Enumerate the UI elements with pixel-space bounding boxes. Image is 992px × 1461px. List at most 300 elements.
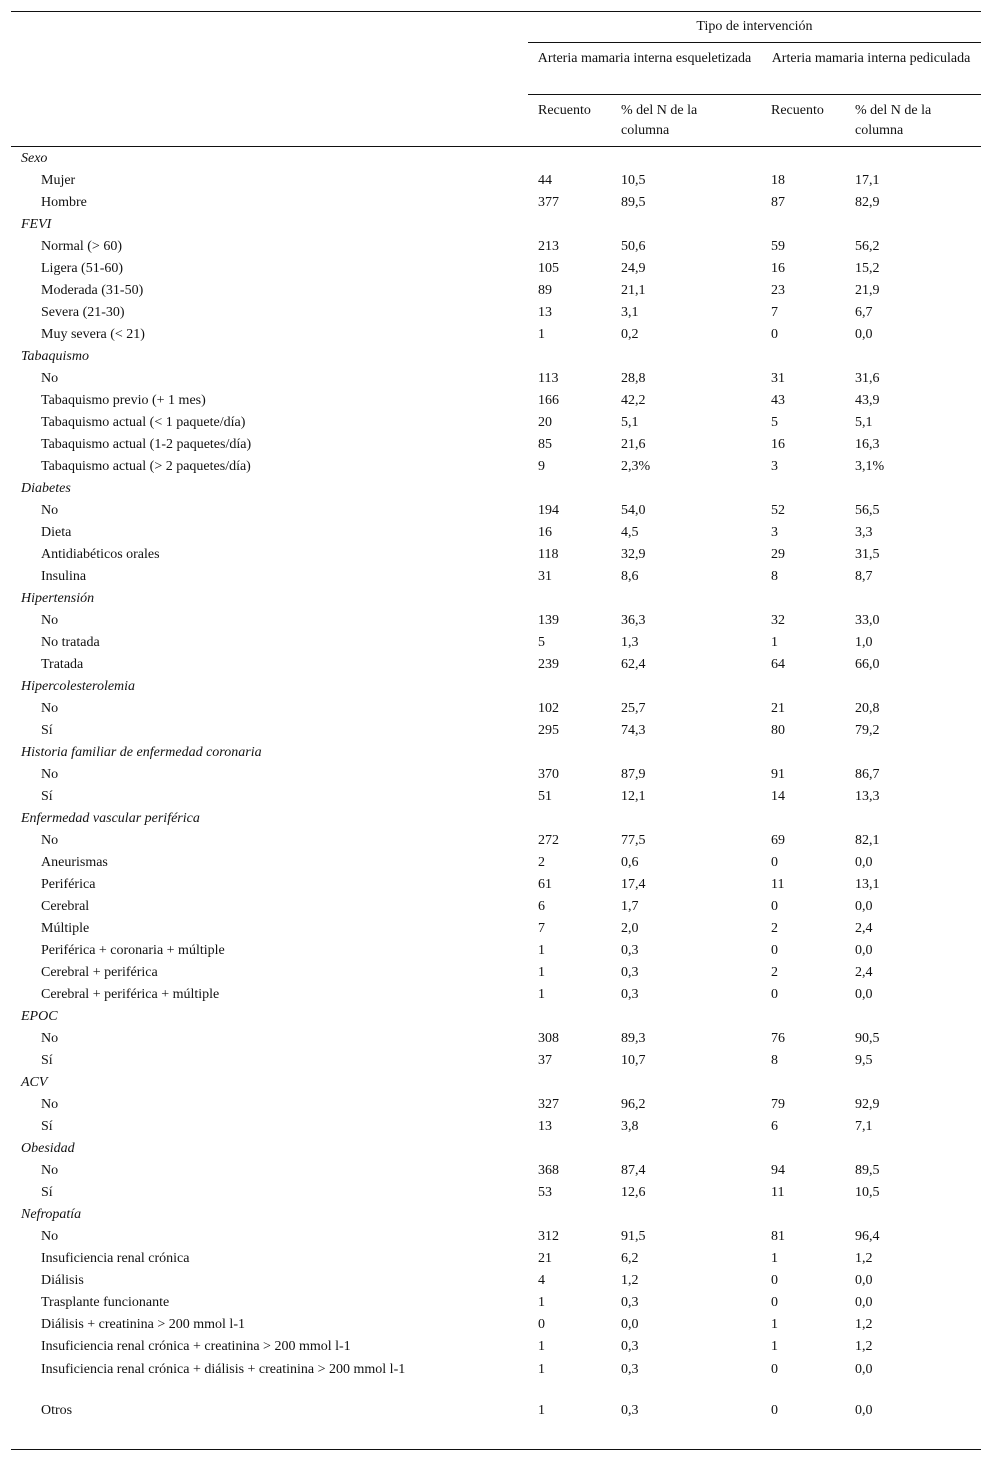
- recuento-b-cell: 3: [771, 459, 778, 474]
- row-label: Insuficiencia renal crónica: [41, 1251, 190, 1266]
- recuento-b-cell: 31: [771, 371, 785, 386]
- recuento-a-cell: 1: [538, 1339, 545, 1354]
- recuento-a-cell: 13: [538, 305, 552, 320]
- recuento-a-cell: 139: [538, 613, 559, 628]
- row-label: No: [41, 1229, 59, 1244]
- table-row: [0, 456, 992, 478]
- recuento-a-cell: 1: [538, 965, 545, 980]
- recuento-a-cell: 13: [538, 1119, 552, 1134]
- pct-a-cell: 10,5: [621, 173, 646, 188]
- recuento-a-cell: 20: [538, 415, 552, 430]
- recuento-b-cell: 1: [771, 635, 778, 650]
- recuento-b-cell: 8: [771, 1053, 778, 1068]
- recuento-b-cell: 0: [771, 987, 778, 1002]
- pct-a-cell: 21,6: [621, 437, 646, 452]
- pct-b-cell: 10,5: [855, 1185, 880, 1200]
- recuento-a-cell: 53: [538, 1185, 552, 1200]
- row-label: No: [41, 833, 59, 848]
- table-row: [0, 434, 992, 456]
- table-row: [0, 632, 992, 654]
- recuento-b-cell: 2: [771, 965, 778, 980]
- category-row: [0, 1204, 992, 1226]
- category-row: [0, 148, 992, 170]
- recuento-b-cell: 7: [771, 305, 778, 320]
- pct-b-cell: 5,1: [855, 415, 873, 430]
- pct-a-cell: 0,3: [621, 1362, 639, 1377]
- recuento-a-cell: 89: [538, 283, 552, 298]
- row-label: Diálisis: [41, 1273, 84, 1288]
- table-row: [0, 1358, 992, 1400]
- table-row: [0, 918, 992, 940]
- recuento-a-cell: 118: [538, 547, 559, 562]
- row-label: Tabaquismo actual (< 1 paquete/día): [41, 415, 246, 430]
- pct-a-cell: 62,4: [621, 657, 646, 672]
- pct-b-cell: 0,0: [855, 899, 873, 914]
- recuento-a-cell: 1: [538, 327, 545, 342]
- table-row: [0, 324, 992, 346]
- table-row: [0, 1292, 992, 1314]
- table-row: [0, 654, 992, 676]
- table-row: [0, 1050, 992, 1072]
- recuento-b-cell: 69: [771, 833, 785, 848]
- pct-a-cell: 28,8: [621, 371, 646, 386]
- table-row: [0, 874, 992, 896]
- category-label: Hipercolesterolemia: [21, 679, 136, 694]
- pct-b-cell: 82,9: [855, 195, 880, 210]
- pct-a-cell: 91,5: [621, 1229, 646, 1244]
- pct-a-cell: 0,3: [621, 1339, 639, 1354]
- category-label: EPOC: [21, 1009, 58, 1024]
- pct-b-cell: 66,0: [855, 657, 880, 672]
- pct-a-cell: 32,9: [621, 547, 646, 562]
- recuento-a-cell: 105: [538, 261, 559, 276]
- table-row: [0, 258, 992, 280]
- recuento-a-cell: 377: [538, 195, 559, 210]
- recuento-b-cell: 52: [771, 503, 785, 518]
- row-label: No tratada: [41, 635, 100, 650]
- table-row: [0, 1182, 992, 1204]
- col-b-header: Arteria mamaria interna pediculada: [771, 51, 971, 66]
- recuento-b-cell: 18: [771, 173, 785, 188]
- recuento-b-cell: 79: [771, 1097, 785, 1112]
- pct-b-cell: 2,4: [855, 921, 873, 936]
- recuento-b-cell: 87: [771, 195, 785, 210]
- recuento-a-cell: 51: [538, 789, 552, 804]
- bottom-rule: [11, 1449, 981, 1450]
- table-row: [0, 1270, 992, 1292]
- pct-a-cell: 96,2: [621, 1097, 646, 1112]
- pct-b-cell: 56,5: [855, 503, 880, 518]
- recuento-a-cell: 1: [538, 1362, 545, 1377]
- pct-b-cell: 13,1: [855, 877, 880, 892]
- table-row: [0, 1336, 992, 1358]
- recuento-a-cell: 239: [538, 657, 559, 672]
- row-label: Dieta: [41, 525, 72, 540]
- recuento-a-cell: 6: [538, 899, 545, 914]
- recuento-a-cell: 166: [538, 393, 559, 408]
- recuento-b-cell: 64: [771, 657, 785, 672]
- pct-b-cell: 6,7: [855, 305, 873, 320]
- category-label: Diabetes: [21, 481, 71, 496]
- recuento-a-cell: 272: [538, 833, 559, 848]
- recuento-b-cell: 80: [771, 723, 785, 738]
- pct-a-cell: 12,6: [621, 1185, 646, 1200]
- pct-a-cell: 3,1: [621, 305, 639, 320]
- recuento-a-cell: 5: [538, 635, 545, 650]
- pct-a-cell: 42,2: [621, 393, 646, 408]
- pct-b-cell: 0,0: [855, 1362, 873, 1377]
- pct-b-cell: 20,8: [855, 701, 880, 716]
- pct-a-cell: 2,0: [621, 921, 639, 936]
- category-row: [0, 478, 992, 500]
- pct-a-cell: 0,6: [621, 855, 639, 870]
- table-row: [0, 786, 992, 808]
- pct-a-cell: 0,3: [621, 965, 639, 980]
- table-row: [0, 544, 992, 566]
- table-row: [0, 236, 992, 258]
- table-row: [0, 192, 992, 214]
- row-label: Múltiple: [41, 921, 90, 936]
- category-label: Tabaquismo: [21, 349, 89, 364]
- category-row: [0, 808, 992, 830]
- row-label: No: [41, 503, 59, 518]
- header-rule: [11, 146, 981, 147]
- row-label: No: [41, 1163, 59, 1178]
- row-label: No: [41, 767, 59, 782]
- table-row: [0, 896, 992, 918]
- row-label: Tabaquismo previo (+ 1 mes): [41, 393, 206, 408]
- recuento-b-cell: 76: [771, 1031, 785, 1046]
- pct-b-cell: 17,1: [855, 173, 880, 188]
- row-label: Antidiabéticos orales: [41, 547, 160, 562]
- recuento-a-cell: 213: [538, 239, 559, 254]
- pct-b-cell: 0,0: [855, 943, 873, 958]
- row-label: Trasplante funcionante: [41, 1295, 170, 1310]
- pct-b-cell: 86,7: [855, 767, 880, 782]
- pct-b-cell: 16,3: [855, 437, 880, 452]
- pct-b-cell: 31,5: [855, 547, 880, 562]
- recuento-b-cell: 1: [771, 1317, 778, 1332]
- table-row: [0, 1160, 992, 1182]
- recuento-b-cell: 23: [771, 283, 785, 298]
- pct-a-cell: 0,3: [621, 1403, 639, 1418]
- table-row: [0, 1094, 992, 1116]
- pct-a-cell: 0,2: [621, 327, 639, 342]
- recuento-a-cell: 113: [538, 371, 559, 386]
- table-row: [0, 720, 992, 742]
- pct-a-header: % del N de la columna: [621, 103, 698, 138]
- row-label: Severa (21-30): [41, 305, 125, 320]
- recuento-b-cell: 32: [771, 613, 785, 628]
- category-row: [0, 1072, 992, 1094]
- pct-b-cell: 43,9: [855, 393, 880, 408]
- table-row: [0, 1314, 992, 1336]
- recuento-b-cell: 11: [771, 877, 785, 892]
- pct-b-cell: 15,2: [855, 261, 880, 276]
- recuento-b-cell: 94: [771, 1163, 785, 1178]
- table-row: [0, 566, 992, 588]
- category-label: Historia familiar de enfermedad coronaria: [21, 745, 262, 760]
- pct-b-cell: 89,5: [855, 1163, 880, 1178]
- recuento-b-cell: 0: [771, 943, 778, 958]
- category-label: Sexo: [21, 151, 48, 166]
- pct-b-cell: 21,9: [855, 283, 880, 298]
- pct-a-cell: 2,3%: [621, 459, 651, 474]
- category-row: [0, 1006, 992, 1028]
- recuento-a-cell: 61: [538, 877, 552, 892]
- recuento-b-cell: 0: [771, 1362, 778, 1377]
- group-rule: [528, 42, 981, 43]
- recuento-b-cell: 16: [771, 437, 785, 452]
- pct-b-cell: 7,1: [855, 1119, 873, 1134]
- table-row: [0, 280, 992, 302]
- recuento-b-cell: 3: [771, 525, 778, 540]
- pct-a-cell: 17,4: [621, 877, 646, 892]
- table-row: [0, 500, 992, 522]
- row-label: Tabaquismo actual (> 2 paquetes/día): [41, 459, 251, 474]
- row-label: Aneurismas: [41, 855, 108, 870]
- recuento-a-cell: 31: [538, 569, 552, 584]
- pct-a-cell: 87,9: [621, 767, 646, 782]
- row-label: No: [41, 1097, 59, 1112]
- pct-a-cell: 77,5: [621, 833, 646, 848]
- row-label: Mujer: [41, 173, 76, 188]
- recuento-a-cell: 44: [538, 173, 552, 188]
- row-label: Sí: [41, 1119, 53, 1134]
- table-row: [0, 1248, 992, 1270]
- row-label: Otros: [41, 1403, 73, 1418]
- row-label: Insuficiencia renal crónica + creatinina > 200 mmol l-1: [41, 1339, 351, 1354]
- pct-a-cell: 8,6: [621, 569, 639, 584]
- recuento-a-cell: 1: [538, 1295, 545, 1310]
- subgroup-rule: [528, 94, 981, 95]
- recuento-b-cell: 0: [771, 899, 778, 914]
- category-label: Hipertensión: [21, 591, 95, 606]
- pct-a-cell: 10,7: [621, 1053, 646, 1068]
- pct-a-cell: 25,7: [621, 701, 646, 716]
- recuento-a-cell: 312: [538, 1229, 559, 1244]
- recuento-a-cell: 1: [538, 1403, 545, 1418]
- recuento-b-cell: 21: [771, 701, 785, 716]
- table-row: [0, 390, 992, 412]
- table-row: [0, 522, 992, 544]
- recuento-a-cell: 0: [538, 1317, 545, 1332]
- pct-a-cell: 87,4: [621, 1163, 646, 1178]
- pct-b-cell: 56,2: [855, 239, 880, 254]
- row-label: Hombre: [41, 195, 87, 210]
- category-label: ACV: [21, 1075, 48, 1090]
- recuento-a-cell: 4: [538, 1273, 545, 1288]
- pct-b-cell: 2,4: [855, 965, 873, 980]
- table-row: [0, 1028, 992, 1050]
- pct-b-cell: 0,0: [855, 987, 873, 1002]
- table-row: [0, 302, 992, 324]
- recuento-a-cell: 37: [538, 1053, 552, 1068]
- recuento-b-cell: 8: [771, 569, 778, 584]
- pct-a-cell: 74,3: [621, 723, 646, 738]
- top-rule: [11, 11, 981, 12]
- recuento-b-cell: 0: [771, 855, 778, 870]
- pct-b-cell: 92,9: [855, 1097, 880, 1112]
- recuento-b-cell: 43: [771, 393, 785, 408]
- row-label: Moderada (31-50): [41, 283, 144, 298]
- row-label: Periférica: [41, 877, 96, 892]
- row-label: Cerebral + periférica + múltiple: [41, 987, 220, 1002]
- table-row: [0, 830, 992, 852]
- recuento-b-cell: 29: [771, 547, 785, 562]
- recuento-b-cell: 11: [771, 1185, 785, 1200]
- pct-a-cell: 5,1: [621, 415, 639, 430]
- pct-b-cell: 0,0: [855, 327, 873, 342]
- recuento-b-header: Recuento: [771, 103, 824, 118]
- pct-a-cell: 0,3: [621, 943, 639, 958]
- recuento-a-cell: 2: [538, 855, 545, 870]
- recuento-a-cell: 327: [538, 1097, 559, 1112]
- category-row: [0, 588, 992, 610]
- category-row: [0, 346, 992, 368]
- recuento-b-cell: 0: [771, 1295, 778, 1310]
- pct-b-cell: 0,0: [855, 1273, 873, 1288]
- pct-a-cell: 54,0: [621, 503, 646, 518]
- recuento-b-cell: 1: [771, 1339, 778, 1354]
- recuento-b-cell: 2: [771, 921, 778, 936]
- row-label: Tratada: [41, 657, 84, 672]
- recuento-a-cell: 16: [538, 525, 552, 540]
- recuento-b-cell: 59: [771, 239, 785, 254]
- pct-a-cell: 1,3: [621, 635, 639, 650]
- col-a-header: Arteria mamaria interna esqueletizada: [537, 51, 752, 66]
- pct-b-cell: 0,0: [855, 1295, 873, 1310]
- pct-a-cell: 24,9: [621, 261, 646, 276]
- recuento-b-cell: 81: [771, 1229, 785, 1244]
- row-label: Normal (> 60): [41, 239, 122, 254]
- recuento-b-cell: 5: [771, 415, 778, 430]
- pct-a-cell: 50,6: [621, 239, 646, 254]
- table-row: [0, 1116, 992, 1138]
- recuento-a-cell: 1: [538, 987, 545, 1002]
- row-label: Diálisis + creatinina > 200 mmol l-1: [41, 1317, 245, 1332]
- row-label: No: [41, 371, 59, 386]
- table-row: [0, 1226, 992, 1248]
- pct-b-cell: 0,0: [855, 1403, 873, 1418]
- recuento-a-cell: 370: [538, 767, 559, 782]
- recuento-b-cell: 14: [771, 789, 785, 804]
- pct-b-cell: 1,2: [855, 1317, 873, 1332]
- pct-a-cell: 0,3: [621, 1295, 639, 1310]
- pct-a-cell: 6,2: [621, 1251, 639, 1266]
- pct-b-cell: 3,1%: [855, 459, 885, 474]
- row-label: No: [41, 701, 59, 716]
- recuento-a-cell: 368: [538, 1163, 559, 1178]
- pct-a-cell: 21,1: [621, 283, 646, 298]
- pct-b-cell: 33,0: [855, 613, 880, 628]
- table-row: [0, 764, 992, 786]
- pct-b-cell: 31,6: [855, 371, 880, 386]
- pct-b-cell: 1,2: [855, 1339, 873, 1354]
- pct-a-cell: 89,3: [621, 1031, 646, 1046]
- row-label: Ligera (51-60): [41, 261, 124, 276]
- pct-a-cell: 4,5: [621, 525, 639, 540]
- row-label: Sí: [41, 723, 53, 738]
- category-label: FEVI: [21, 217, 52, 232]
- pct-b-cell: 90,5: [855, 1031, 880, 1046]
- recuento-a-cell: 295: [538, 723, 559, 738]
- recuento-a-cell: 7: [538, 921, 545, 936]
- pct-b-cell: 79,2: [855, 723, 880, 738]
- pct-b-cell: 0,0: [855, 855, 873, 870]
- row-label: Periférica + coronaria + múltiple: [41, 943, 225, 958]
- pct-b-cell: 9,5: [855, 1053, 873, 1068]
- category-label: Enfermedad vascular periférica: [21, 811, 200, 826]
- recuento-b-cell: 0: [771, 1403, 778, 1418]
- recuento-b-cell: 0: [771, 327, 778, 342]
- row-label: No: [41, 1031, 59, 1046]
- table-row: [0, 962, 992, 984]
- pct-b-cell: 1,2: [855, 1251, 873, 1266]
- row-label: Sí: [41, 789, 53, 804]
- category-row: [0, 742, 992, 764]
- pct-b-cell: 1,0: [855, 635, 873, 650]
- recuento-b-cell: 16: [771, 261, 785, 276]
- table-row: [0, 170, 992, 192]
- recuento-b-cell: 91: [771, 767, 785, 782]
- category-row: [0, 1138, 992, 1160]
- row-label: Sí: [41, 1053, 53, 1068]
- pct-b-cell: 3,3: [855, 525, 873, 540]
- row-label: Cerebral + periférica: [41, 965, 158, 980]
- row-label: No: [41, 613, 59, 628]
- row-label: Insulina: [41, 569, 87, 584]
- category-label: Nefropatía: [21, 1207, 82, 1222]
- pct-a-cell: 3,8: [621, 1119, 639, 1134]
- row-label: Tabaquismo actual (1-2 paquetes/día): [41, 437, 252, 452]
- table-row: [0, 698, 992, 720]
- row-label: Cerebral: [41, 899, 90, 914]
- pct-a-cell: 1,7: [621, 899, 639, 914]
- recuento-a-cell: 21: [538, 1251, 552, 1266]
- pct-a-cell: 36,3: [621, 613, 646, 628]
- category-row: [0, 214, 992, 236]
- recuento-a-cell: 102: [538, 701, 559, 716]
- pct-a-cell: 0,0: [621, 1317, 639, 1332]
- recuento-a-cell: 308: [538, 1031, 559, 1046]
- table-row: [0, 940, 992, 962]
- recuento-a-cell: 85: [538, 437, 552, 452]
- pct-b-cell: 13,3: [855, 789, 880, 804]
- pct-a-cell: 0,3: [621, 987, 639, 1002]
- recuento-b-cell: 0: [771, 1273, 778, 1288]
- pct-a-cell: 12,1: [621, 789, 646, 804]
- recuento-a-header: Recuento: [538, 103, 591, 118]
- category-label: Obesidad: [21, 1141, 75, 1156]
- recuento-b-cell: 6: [771, 1119, 778, 1134]
- pct-a-cell: 89,5: [621, 195, 646, 210]
- group-header: Tipo de intervención: [696, 19, 813, 34]
- recuento-a-cell: 9: [538, 459, 545, 474]
- table-row: [0, 412, 992, 434]
- row-label: Muy severa (< 21): [41, 327, 145, 342]
- recuento-a-cell: 1: [538, 943, 545, 958]
- row-label: Sí: [41, 1185, 53, 1200]
- pct-b-header: % del N de la columna: [855, 103, 932, 138]
- pct-b-cell: 82,1: [855, 833, 880, 848]
- table-row: [0, 368, 992, 390]
- table-body: [0, 148, 992, 1422]
- recuento-a-cell: 194: [538, 503, 559, 518]
- row-label: Insuficiencia renal crónica + diálisis + creatinina > 200 mmol l-1: [41, 1362, 406, 1377]
- pct-b-cell: 96,4: [855, 1229, 880, 1244]
- table-row: [0, 984, 992, 1006]
